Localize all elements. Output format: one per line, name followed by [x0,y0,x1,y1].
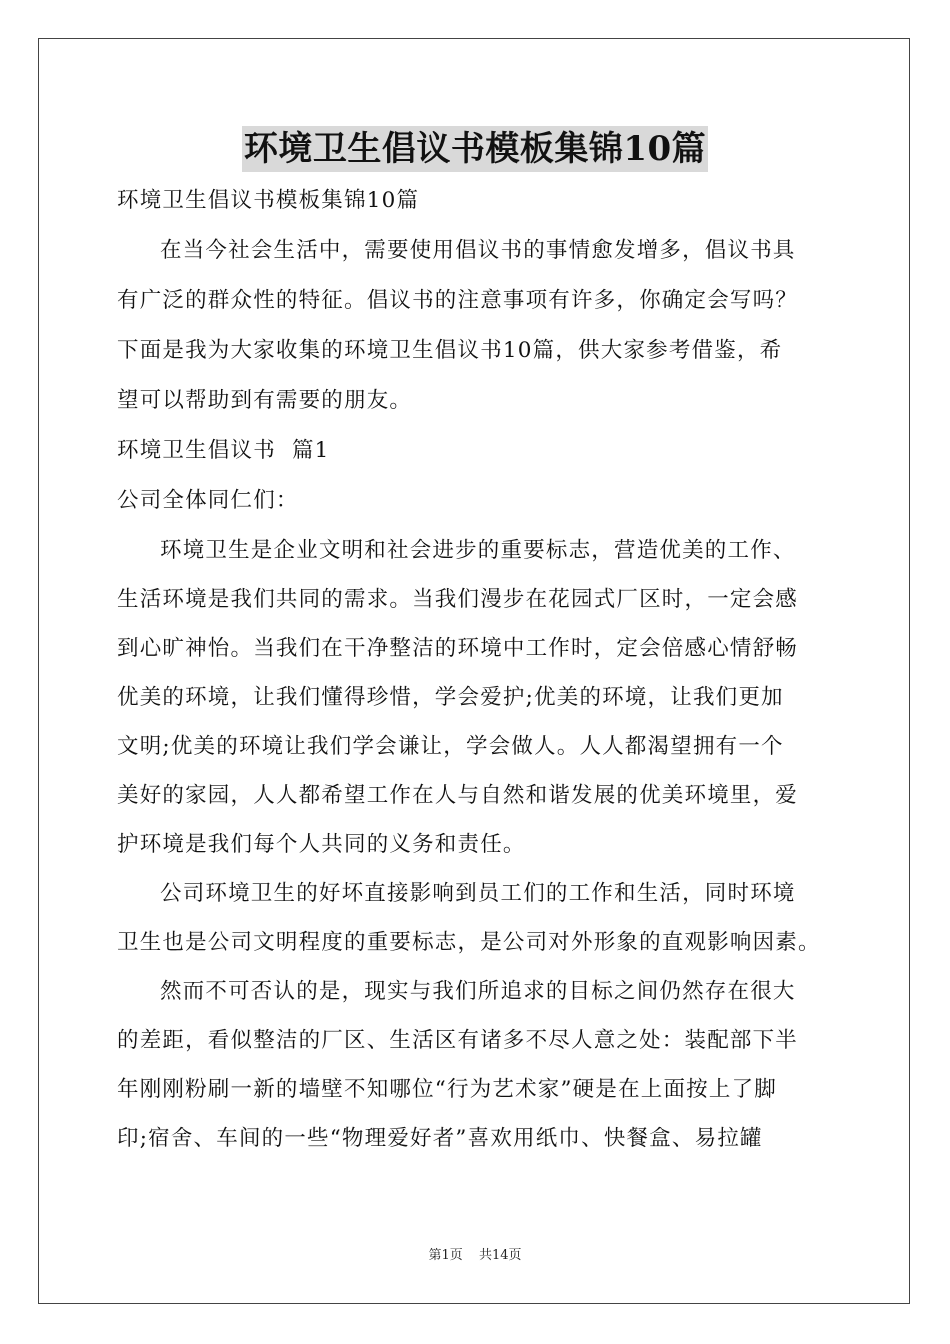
body-paragraph-1 [117,528,837,868]
paragraph-line: 印;宿舍、车间的一些“物理爱好者”喜欢用纸巾、快餐盒、易拉罐 [117,1126,763,1151]
paragraph-line: 公司环境卫生的好坏直接影响到员工们的工作和生活，同时环境 [160,881,796,906]
section-heading: 环境卫生倡议书 篇1 [117,438,330,463]
intro-line: 在当今社会生活中，需要使用倡议书的事情愈发增多，倡议书具 [160,238,796,263]
paragraph-line: 的差距，看似整洁的厂区、生活区有诸多不尽人意之处：装配部下半 [117,1028,799,1053]
paragraph-line: 生活环境是我们共同的需求。当我们漫步在花园式厂区时，一定会感 [117,587,799,612]
paragraph-line: 然而不可否认的是，现实与我们所追求的目标之间仍然存在很大 [160,979,796,1004]
salutation: 公司全体同仁们： [117,488,299,513]
paragraph-line: 年刚刚粉刷一新的墙壁不知哪位“行为艺术家”硬是在上面按上了脚 [117,1077,777,1102]
page-footer [0,1244,950,1263]
document-body [117,178,837,1162]
paragraph-line: 护环境是我们每个人共同的义务和责任。 [117,832,526,857]
paragraph-line: 到心旷神怡。当我们在干净整洁的环境中工作时，定会倍感心情舒畅 [117,636,799,661]
intro-line: 有广泛的群众性的特征。倡议书的注意事项有许多，你确定会写吗？ [117,288,799,313]
intro-line: 望可以帮助到有需要的朋友。 [117,388,413,413]
body-paragraph-3 [117,969,837,1162]
paragraph-line: 文明;优美的环境让我们学会谦让，学会做人。人人都渴望拥有一个 [117,734,784,759]
page-number: 第1页 [428,1248,463,1263]
title-area [0,126,950,172]
subtitle: 环境卫生倡议书模板集锦10篇 [117,188,420,213]
body-paragraph-2 [117,871,837,966]
page-total: 共14页 [478,1248,522,1263]
paragraph-line: 优美的环境，让我们懂得珍惜，学会爱护;优美的环境，让我们更加 [117,685,784,710]
paragraph-line: 环境卫生是企业文明和社会进步的重要标志，营造优美的工作、 [160,538,796,563]
intro-line: 下面是我为大家收集的环境卫生倡议书10篇，供大家参考借鉴，希 [117,338,783,363]
document-title: 环境卫生倡议书模板集锦10篇 [242,126,708,172]
intro-paragraph [117,228,837,424]
paragraph-line: 美好的家园，人人都希望工作在人与自然和谐发展的优美环境里，爱 [117,783,799,808]
paragraph-line: 卫生也是公司文明程度的重要标志，是公司对外形象的直观影响因素。 [117,930,821,955]
